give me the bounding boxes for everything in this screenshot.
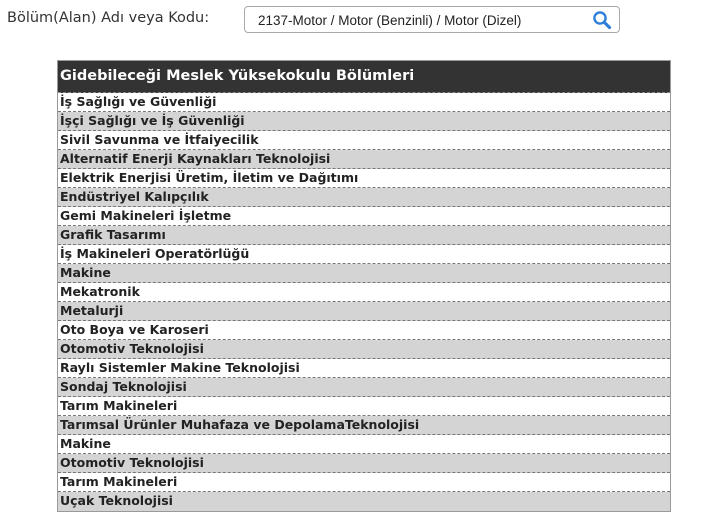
- table-row: Grafik Tasarımı: [58, 226, 670, 245]
- table-header: Gidebileceği Meslek Yüksekokulu Bölümleri: [58, 61, 670, 93]
- table-row: Metalurji: [58, 302, 670, 321]
- search-row: [0, 0, 702, 40]
- table-row: Gemi Makineleri İşletme: [58, 207, 670, 226]
- search-input[interactable]: [244, 6, 620, 33]
- search-button[interactable]: [592, 10, 612, 30]
- table-row: Elektrik Enerjisi Üretim, İletim ve Dağıtımı: [58, 169, 670, 188]
- table-row: Tarım Makineleri: [58, 397, 670, 416]
- table-row: İşçi Sağlığı ve İş Güvenliği: [58, 112, 670, 131]
- table-row: Oto Boya ve Karoseri: [58, 321, 670, 340]
- table-row: Alternatif Enerji Kaynakları Teknolojisi: [58, 150, 670, 169]
- table-row: Endüstriyel Kalıpçılık: [58, 188, 670, 207]
- table-row: Makine: [58, 435, 670, 454]
- table-row: Makine: [58, 264, 670, 283]
- table-row: Otomotiv Teknolojisi: [58, 454, 670, 473]
- search-input-value[interactable]: 2137-Motor / Motor (Benzinli) / Motor (Dizel): [258, 13, 522, 28]
- table-row: Tarım Makineleri: [58, 473, 670, 492]
- table-row: Tarımsal Ürünler Muhafaza ve DepolamaTeknolojisi: [58, 416, 670, 435]
- table-row: Raylı Sistemler Makine Teknolojisi: [58, 359, 670, 378]
- table-row: Sivil Savunma ve İtfaiyecilik: [58, 131, 670, 150]
- table-row: İş Sağlığı ve Güvenliği: [58, 93, 670, 112]
- table-rows: [58, 93, 670, 511]
- table-row: Sondaj Teknolojisi: [58, 378, 670, 397]
- search-label: Bölüm(Alan) Adı veya Kodu:: [7, 10, 210, 26]
- table-row: İş Makineleri Operatörlüğü: [58, 245, 670, 264]
- table-row: Mekatronik: [58, 283, 670, 302]
- programs-table: [57, 60, 671, 512]
- table-row: Otomotiv Teknolojisi: [58, 340, 670, 359]
- search-icon[interactable]: [592, 10, 612, 30]
- table-row: Uçak Teknolojisi: [58, 492, 670, 511]
